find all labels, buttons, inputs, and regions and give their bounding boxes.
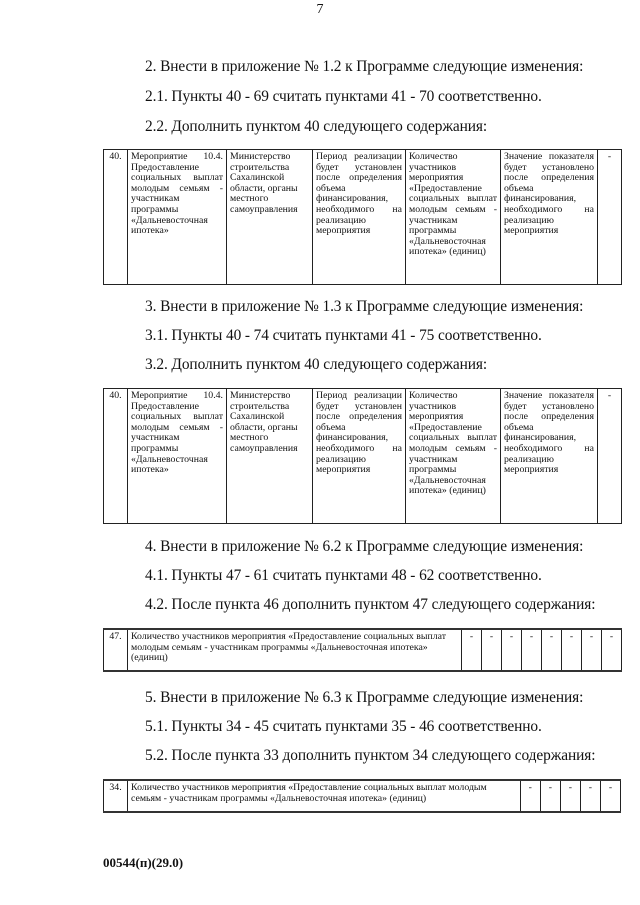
dash-cell: - (600, 780, 620, 812)
paragraph-5-2: 5.2. После пункта 33 дополнить пунктом 34 следующего содержания: (145, 747, 596, 764)
dash-cell: - (602, 629, 622, 671)
dash-cell: - (598, 150, 622, 285)
dash-cell: - (520, 780, 540, 812)
event-name: Мероприятие 10.4. Предоставление социальных выплат молодым семьям - участникам программы «Дальневосточная ипотека» (128, 150, 227, 285)
item-number: 40. (104, 389, 128, 524)
item-number: 34. (104, 780, 128, 812)
dash-cell: - (462, 629, 482, 671)
dash-cell: - (540, 780, 560, 812)
table-row (104, 780, 621, 812)
indicator-name: Количество участников мероприятия «Предоставление социальных выплат молодым семьям - участникам программы «Дальневосточная ипотека» (единиц) (406, 150, 501, 285)
table-row (104, 629, 622, 671)
table-appendix-1-2 (103, 149, 622, 285)
item-number: 47. (104, 629, 128, 671)
dash-cell: - (542, 629, 562, 671)
indicator-name: Количество участников мероприятия «Предоставление социальных выплат молодым семьям - участникам программы «Дальневосточная ипотека» (единиц) (128, 780, 521, 812)
item-number: 40. (104, 150, 128, 285)
indicator-name: Количество участников мероприятия «Предоставление социальных выплат молодым семьям - участникам программы «Дальневосточная ипотека» (единиц) (128, 629, 462, 671)
paragraph-3-2: 3.2. Дополнить пунктом 40 следующего содержания: (145, 356, 488, 373)
table-appendix-6-2 (103, 628, 622, 672)
dash-cell: - (562, 629, 582, 671)
table-appendix-6-3 (103, 779, 621, 813)
paragraph-3-1: 3.1. Пункты 40 - 74 считать пунктами 41 - 75 соответственно. (145, 327, 542, 344)
dash-cell: - (502, 629, 522, 671)
dash-cell: - (582, 629, 602, 671)
paragraph-4: 4. Внести в приложение № 6.2 к Программе следующие изменения: (145, 538, 584, 555)
indicator-value: Значение показателя будет установлено после определения объема финансирования, необходимого на реализацию мероприятия (501, 150, 598, 285)
implementation-period: Период реализации будет установлен после определения объема финансирования, необходимого на реализацию мероприятия (313, 150, 406, 285)
paragraph-2-1: 2.1. Пункты 40 - 69 считать пунктами 41 - 70 соответственно. (145, 88, 542, 105)
paragraph-4-1: 4.1. Пункты 47 - 61 считать пунктами 48 - 62 соответственно. (145, 567, 542, 584)
page-number: 7 (316, 2, 324, 17)
dash-cell: - (482, 629, 502, 671)
dash-cell: - (522, 629, 542, 671)
paragraph-5-1: 5.1. Пункты 34 - 45 считать пунктами 35 - 46 соответственно. (145, 718, 542, 735)
dash-cell: - (598, 389, 622, 524)
executor: Министерство строительства Сахалинской области, органы местного самоуправления (227, 150, 313, 285)
dash-cell: - (560, 780, 580, 812)
event-name: Мероприятие 10.4. Предоставление социальных выплат молодым семьям - участникам программы «Дальневосточная ипотека» (128, 389, 227, 524)
paragraph-5: 5. Внести в приложение № 6.3 к Программе следующие изменения: (145, 689, 584, 706)
executor: Министерство строительства Сахалинской области, органы местного самоуправления (227, 389, 313, 524)
dash-cell: - (580, 780, 600, 812)
table-appendix-1-3 (103, 388, 622, 524)
document-code: 00544(п)(29.0) (103, 855, 184, 870)
table-row (104, 150, 622, 285)
implementation-period: Период реализации будет установлен после определения объема финансирования, необходимого на реализацию мероприятия (313, 389, 406, 524)
indicator-value: Значение показателя будет установлено после определения объема финансирования, необходимого на реализацию мероприятия (501, 389, 598, 524)
paragraph-2-2: 2.2. Дополнить пунктом 40 следующего содержания: (145, 118, 488, 135)
indicator-name: Количество участников мероприятия «Предоставление социальных выплат молодым семьям - участникам программы «Дальневосточная ипотека» (единиц) (406, 389, 501, 524)
paragraph-3: 3. Внести в приложение № 1.3 к Программе следующие изменения: (145, 298, 584, 315)
paragraph-2: 2. Внести в приложение № 1.2 к Программе следующие изменения: (145, 58, 584, 75)
paragraph-4-2: 4.2. После пункта 46 дополнить пунктом 47 следующего содержания: (145, 596, 596, 613)
table-row (104, 389, 622, 524)
